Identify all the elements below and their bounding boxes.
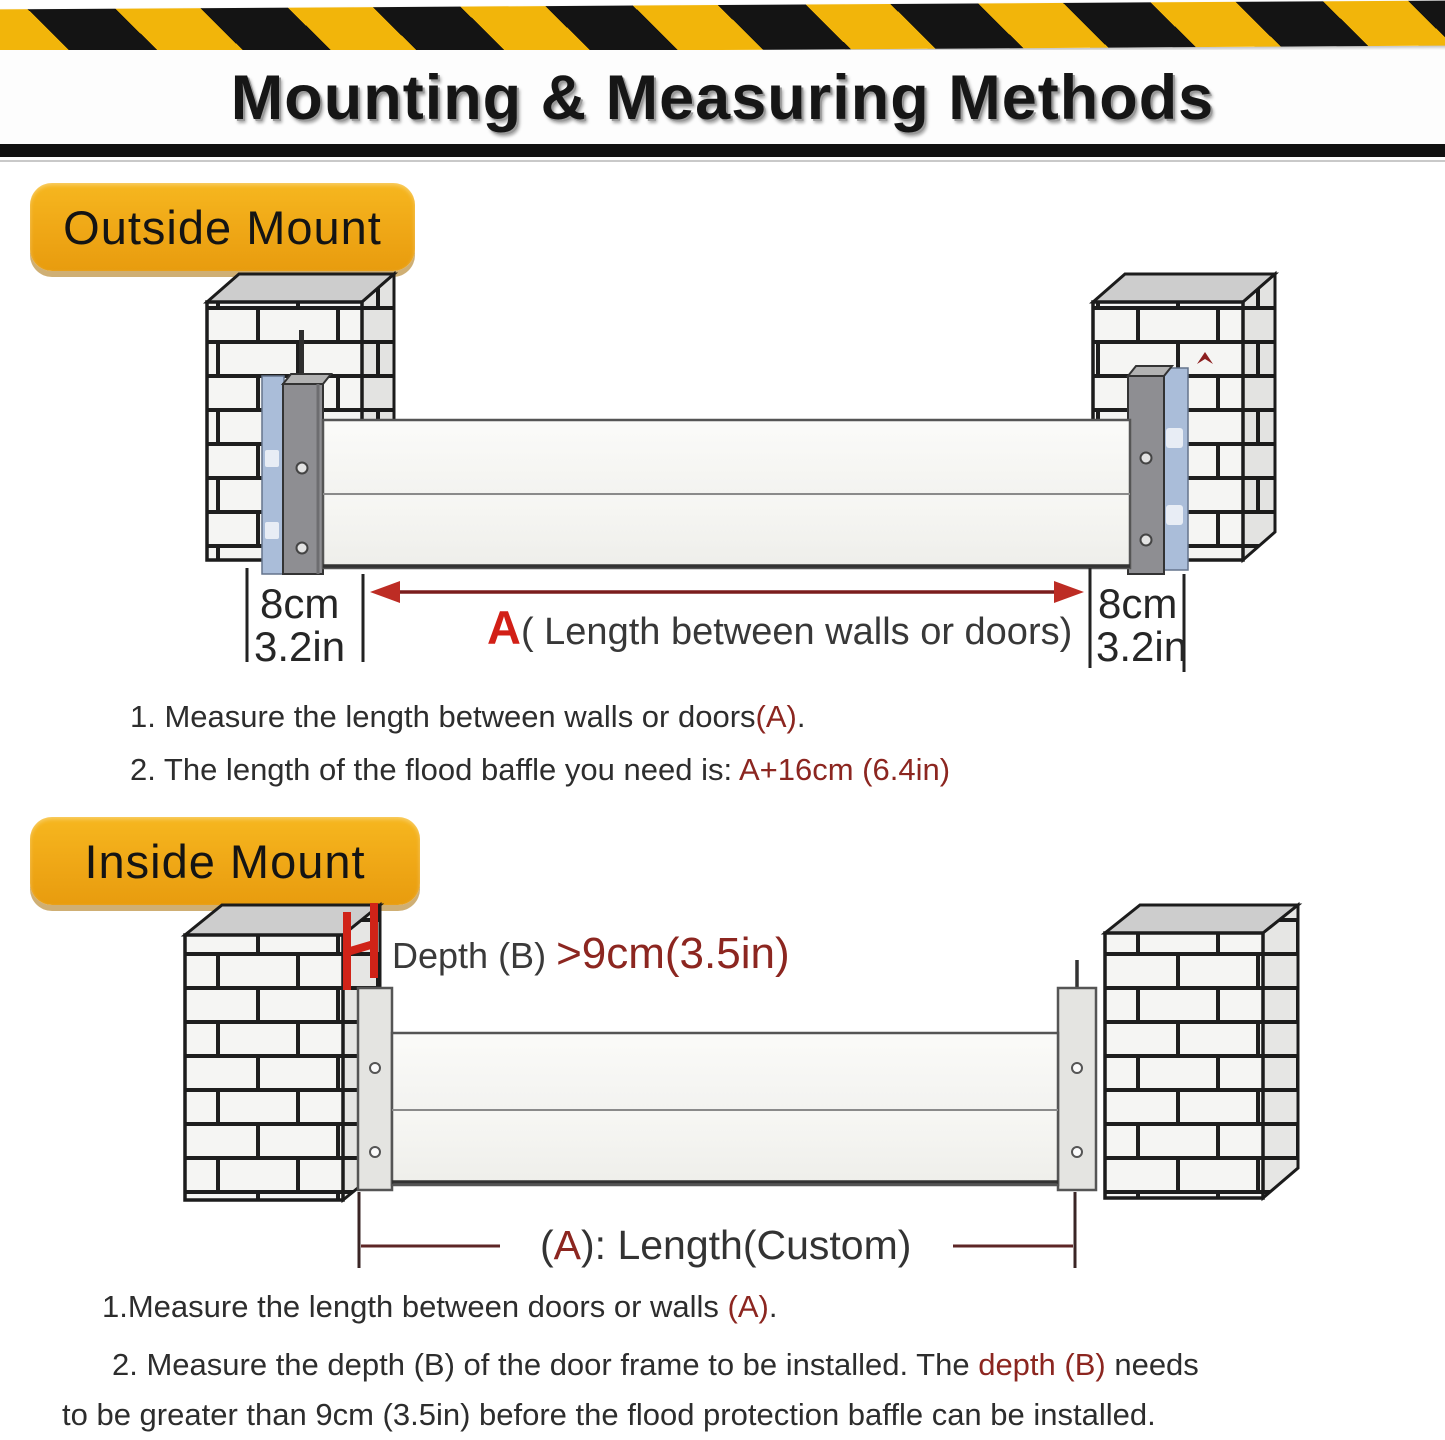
screw-hole [297, 543, 308, 554]
outside-mount-label [30, 183, 415, 271]
outside-mount-label-text: Outside Mount [63, 200, 382, 254]
screw-hole [297, 463, 308, 474]
inside-mount-label [30, 817, 420, 905]
outside-step-2: 2. The length of the flood baffle you need is: A+16cm (6.4in) [130, 752, 951, 787]
depth-b-label [392, 929, 790, 978]
left-offset-cm: 8cm [260, 580, 340, 627]
right-offset-inch: 3.2in [1096, 623, 1188, 670]
right-offset-cm: 8cm [1098, 580, 1178, 627]
inside-barrier-panel [392, 1033, 1058, 1185]
title-divider-line [0, 160, 1445, 162]
right-seal-strip [1162, 368, 1188, 570]
outside-dimension-marks [247, 568, 1187, 672]
inside-right-pillar [1105, 905, 1298, 1198]
screw-hole [1141, 453, 1152, 464]
depth-b-red: >9cm(3.5in) [556, 929, 790, 978]
screw-hole [370, 1147, 380, 1157]
arrowhead-right [1054, 581, 1084, 603]
length-a-text: ( Length between walls or doors) [520, 611, 1073, 653]
inside-step-2-cont: to be greater than 9cm (3.5in) before the flood protection baffle can be installed. [62, 1397, 1156, 1432]
screw-hole [1072, 1147, 1082, 1157]
inside-mount-diagram [0, 895, 1445, 1275]
inside-step-1: 1.Measure the length between doors or walls (A). [102, 1289, 778, 1324]
screw-hole [370, 1063, 380, 1073]
outside-mount-diagram [0, 260, 1445, 680]
title-divider-bar [0, 144, 1445, 157]
outside-mount-instructions [130, 690, 950, 796]
title-bar [0, 50, 1445, 145]
inside-right-channel [1058, 960, 1096, 1190]
inside-mount-instructions [62, 1282, 1199, 1440]
page-title: Mounting & Measuring Methods [230, 62, 1215, 133]
hazard-stripe-band [0, 1, 1445, 55]
left-offset-inch: 3.2in [254, 623, 346, 670]
length-custom-label: (A): Length(Custom) [540, 1222, 912, 1268]
inside-mount-label-text: Inside Mount [84, 834, 366, 888]
outside-barrier-panel [323, 420, 1130, 568]
depth-b-black: Depth (B) [392, 935, 557, 976]
screw-hole [1072, 1063, 1082, 1073]
inside-left-channel [358, 988, 392, 1190]
screw-hole [1141, 535, 1152, 546]
inside-dimension-marks [359, 1192, 1075, 1268]
arrowhead-left [370, 581, 400, 603]
outside-step-1: 1. Measure the length between walls or doors(A). [130, 699, 806, 734]
left-seal-strip [262, 376, 284, 574]
length-a-label [487, 601, 1072, 654]
inside-step-2: 2. Measure the depth (B) of the door frame to be installed. The depth (B) needs [112, 1347, 1199, 1382]
length-a-letter: A [487, 601, 521, 654]
